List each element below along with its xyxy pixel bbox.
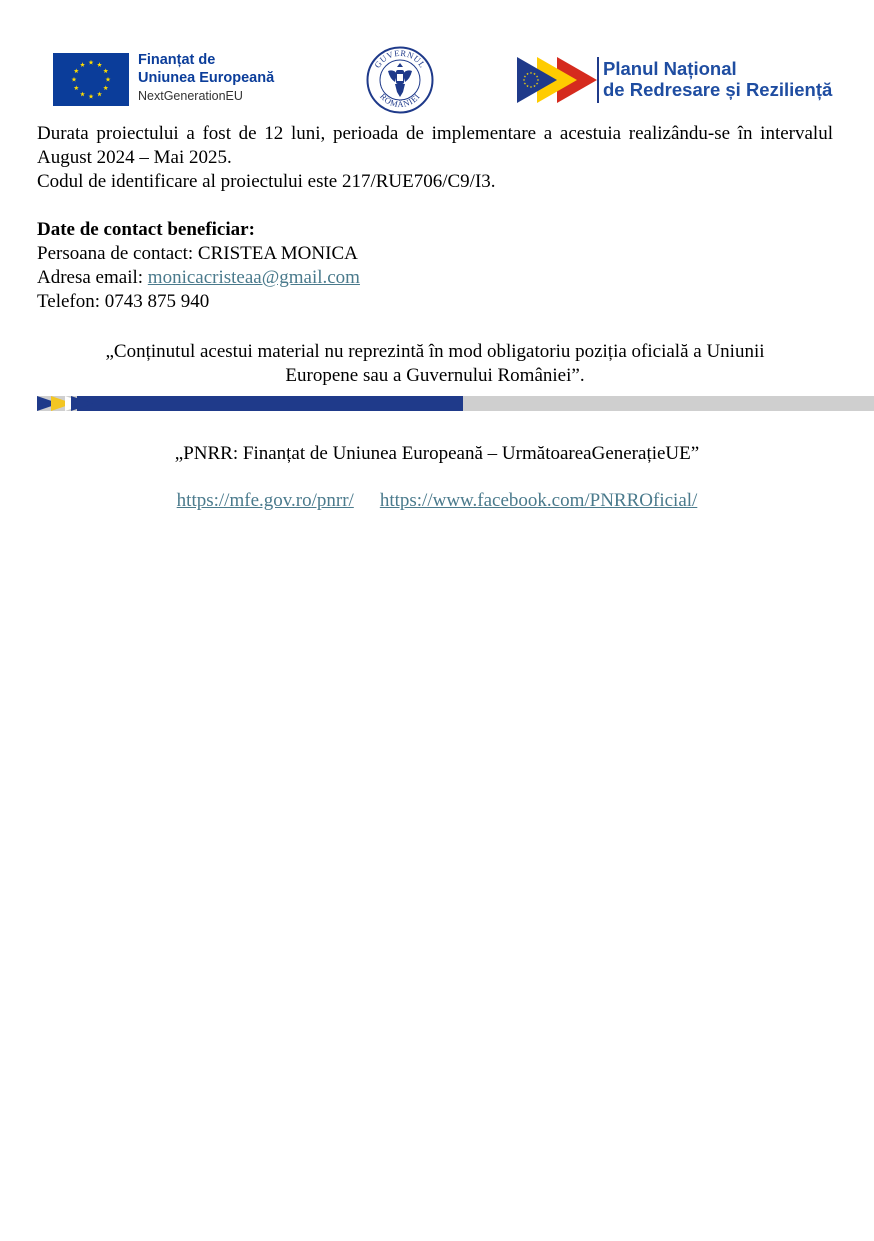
contact-person-name: CRISTEA MONICA <box>197 243 358 264</box>
footer-links <box>0 489 874 513</box>
government-coat-of-arms-icon <box>366 46 434 114</box>
eu-line-1: Finanțat de <box>138 52 216 68</box>
email-label: Adresa email: <box>37 267 148 288</box>
pnrr-line-1: Planul Național <box>603 58 737 79</box>
government-seal-logo <box>366 46 434 114</box>
contact-person-line <box>37 242 358 266</box>
disclaimer <box>37 340 833 388</box>
pnrr-arrows-logo <box>517 57 597 103</box>
contact-person-label: Persoana de contact: <box>37 243 198 264</box>
project-duration-paragraph: Durata proiectului a fost de 12 luni, perioada de implementare a acestuia realizându-se în intervalul August 2024 – Mai 2025. <box>37 123 833 168</box>
pnrr-divider <box>597 57 599 103</box>
email-link[interactable]: monicacristeaa@gmail.com <box>147 267 360 288</box>
footer-arrows-icon <box>37 396 874 411</box>
eu-stars-icon <box>53 53 129 106</box>
phone-label: Telefon: <box>37 291 105 312</box>
pnrr-line-2: de Redresare și Reziliență <box>603 79 833 100</box>
contact-heading: Date de contact beneficiar: <box>37 219 255 240</box>
seal-bottom-text: ROMÂNIEI <box>377 91 422 110</box>
footer-color-bar <box>37 396 874 411</box>
mfe-link[interactable]: https://mfe.gov.ro/pnrr/ <box>176 490 354 511</box>
email-line <box>37 266 360 290</box>
pnrr-title <box>603 58 832 100</box>
disclaimer-line-1: „Conținutul acestui material nu reprezintă în mod obligatoriu poziția oficială a Uniunii <box>105 341 765 362</box>
seal-top-text: GUVERNUL <box>372 47 428 70</box>
eu-line-2: Uniunea Europeană <box>138 70 275 86</box>
eu-funding-text <box>138 51 274 105</box>
eu-flag-logo <box>53 53 129 106</box>
pnrr-arrows-icon <box>517 57 597 103</box>
pnrr-slogan: „PNRR: Finanțat de Uniunea Europeană – UrmătoareaGenerațieUE” <box>174 443 700 464</box>
phone-number: 0743 875 940 <box>104 291 210 312</box>
phone-line <box>37 290 209 314</box>
eu-line-3: NextGenerationEU <box>138 89 243 103</box>
project-code: Codul de identificare al proiectului este 217/RUE706/C9/I3. <box>37 171 496 192</box>
disclaimer-line-2: Europene sau a Guvernului României”. <box>285 365 585 386</box>
facebook-link[interactable]: https://www.facebook.com/PNRROficial/ <box>379 490 698 511</box>
